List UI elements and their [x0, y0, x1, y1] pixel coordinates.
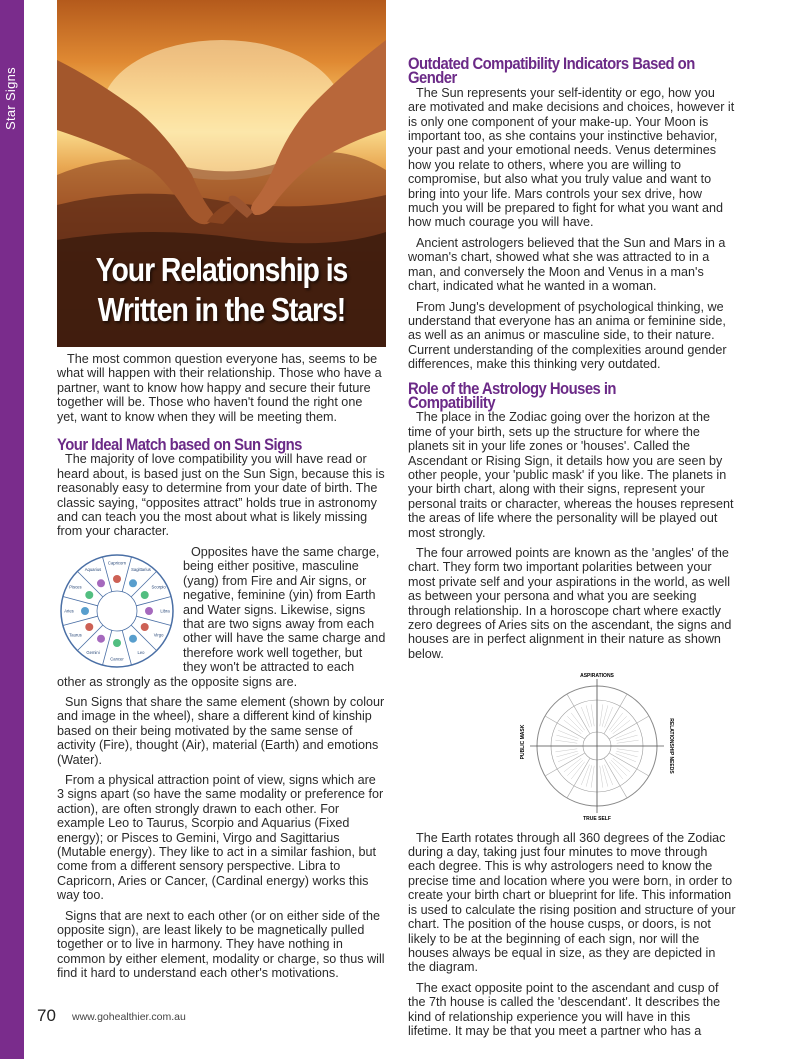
sun-signs-paragraph-5: Signs that are next to each other (or on either side of the opposite sign), are least likely to be magnetically pulled together or to live in harmony. They have nothing in common by either element, modality or charge, so thus will find it hard to understand each other's motivations.	[57, 908, 385, 981]
sun-signs-paragraph-1: The majority of love compatibility you will have read or heard about, is based just on the Sun Sign, because this is reasonably easy to determine from your date of birth. The classic saying, “opposites attract” holds true in astronomy and can teach you the most about what is likely missing from your character.	[57, 452, 385, 539]
zodiac-label-capricorn: Capricorn	[107, 560, 127, 566]
zodiac-element-icon	[97, 635, 105, 643]
houses-paragraph-2: The four arrowed points are known as the 'angles' of the chart. They form two important polarities between your most private self and your aspirations in the world, as well as between your persona and what you are seeking through relationship. In a horoscope chart where exactly zero degrees of Aries sits on the ascendant, the signs and houses are in perfect alignment in their nature as shown below.	[408, 546, 732, 661]
page-number: 70	[37, 1006, 56, 1025]
zodiac-element-icon	[113, 639, 121, 647]
zodiac-label-aquarius: Aquarius	[84, 566, 102, 572]
gender-paragraph-3: From Jung's development of psychological thinking, we understand that everyone has an anima or feminine side, as well as an animus or masculine side, to their nature. Current understanding of the complexities around gender differences, make this thinking very outdated.	[408, 299, 727, 372]
diagram-label-top: ASPIRATIONS	[580, 673, 614, 680]
hero-title	[80, 250, 363, 330]
zodiac-wheel	[59, 553, 175, 669]
sun-signs-paragraph-4: From a physical attraction point of view, signs which are 3 signs apart (so have the same modality or preference for action), are often strongly drawn to each other. For example Leo to Taurus, Scorpio and Aquarius (Fixed energy); or Pisces to Gemini, Virgo and Sagittarius (Mutable energy). They like to act in a similar fashion, but come from a different sensory perspective. Libra to Capricorn, Aries or Cancer, (Cardinal energy) works this way too.	[57, 772, 384, 903]
left-column	[57, 352, 386, 987]
zodiac-element-icon	[85, 623, 93, 631]
diagram-label-left: PUBLIC MASK	[520, 724, 526, 760]
zodiac-label-virgo: Virgo	[153, 632, 164, 638]
diagram-label-bottom: TRUE SELF	[583, 816, 611, 822]
zodiac-element-icon	[85, 591, 93, 599]
zodiac-label-taurus: Taurus	[69, 632, 82, 638]
sun-signs-heading: Your Ideal Match based on Sun Signs	[57, 436, 302, 455]
houses-paragraph-1: The place in the Zodiac going over the horizon at the time of your birth, sets up the structure for where the planets sit in your life zones or 'houses'. Called the Ascendant or Rising Sign, it details how you are seen by other people, your 'public mask' if you like. The planets in your birth chart, along with their signs, represent your personal traits or character, whereas the houses represent the areas of life where the personality will be played out most strongly.	[408, 410, 734, 540]
intro-paragraph: The most common question everyone has, seems to be what will happen with their relationship. Those who have a partner, want to know how happy and secure their future together will be. Those who haven't found the right one yet, want to know when they will be meeting them.	[57, 352, 382, 424]
hero-title-line-2: Written in the Stars!	[97, 291, 346, 328]
zodiac-element-icon	[145, 607, 153, 615]
houses-paragraph-3: The Earth rotates through all 360 degrees of the Zodiac during a day, taking just four minutes to move through each degree. This is why astrologers need to know the precise time and location where you were born, in order to create your birth chart or blueprint for life. This information is used to calculate the rising position and structure of your chart. The position of the house cusps, or doors, is not likely to be at the beginning of each sign, nor will the houses always be equal in size, as they are depicted in the diagram.	[408, 830, 736, 975]
diagram-label-right: RELATIONSHIP NEEDS	[668, 718, 674, 774]
zodiac-element-icon	[97, 579, 105, 587]
houses-heading: Role of the Astrology Houses in Compatibility	[408, 379, 616, 412]
section-sidebar	[0, 0, 24, 1059]
hero-title-line-1: Your Relationship is	[95, 251, 348, 288]
zodiac-label-sagittarius: Sagittarius	[131, 566, 151, 572]
zodiac-label-gemini: Gemini	[86, 649, 100, 655]
gender-paragraph-1: The Sun represents your self-identity or ego, how you are motivated and make decisions and choices, however it is only one component of your make-up. Your Moon is important too, as she contains your instinctive behavior, your past and your emotional needs. Venus determines how you relate to others, where you are willing to compromise, but also what you truly value and want to bring into your life. Mars controls your sex drive, how much you will be prepared to fight for what you want and how much courage you will have.	[408, 85, 735, 230]
zodiac-element-icon	[141, 623, 149, 631]
section-label: Star Signs	[3, 67, 18, 130]
houses-paragraph-4: The exact opposite point to the ascendant and cusp of the 7th house is called the 'descendant'. It describes the kind of relationship experience you will have in this lifetime. It may be that you meet a partner who has a	[408, 980, 721, 1038]
zodiac-label-leo: Leo	[137, 649, 145, 655]
hero-image	[57, 0, 386, 347]
gender-heading: Outdated Compatibility Indicators Based on Gender	[408, 55, 695, 88]
zodiac-element-icon	[129, 635, 137, 643]
zodiac-element-icon	[141, 591, 149, 599]
zodiac-label-cancer: Cancer	[110, 656, 124, 662]
zodiac-label-scorpio: Scorpio	[151, 584, 166, 590]
zodiac-label-libra: Libra	[160, 608, 170, 614]
zodiac-element-icon	[81, 607, 89, 615]
sun-signs-paragraph-2: Opposites have the same charge, being either positive, masculine (yang) from Fire and Air signs, or negative, feminine (yin) from Earth and Water signs. Likewise, signs that are two signs away from each other will have the same charge and therefore work well together, but they won't be attracted to each other as strongly as the opposite signs are.	[57, 544, 386, 689]
footer-url: www.gohealthier.com.au	[72, 1011, 186, 1023]
zodiac-label-pisces: Pisces	[69, 584, 82, 590]
gender-paragraph-2: Ancient astrologers believed that the Sun and Mars in a woman's chart, showed what she was attracted to in a man, and conversely the Moon and Venus in a man's chart, indicated what he wanted in a woman.	[408, 235, 726, 294]
zodiac-label-aries: Aries	[64, 608, 74, 614]
zodiac-element-icon	[129, 579, 137, 587]
right-column	[408, 57, 736, 1044]
zodiac-element-icon	[113, 575, 121, 583]
houses-diagram	[472, 671, 722, 821]
sun-signs-paragraph-3: Sun Signs that share the same element (shown by colour and image in the wheel), share a different kind of kinship based on their being motivated by the same sense of activity (Fire), thought (Air), material (Earth) and emotions (Water).	[57, 694, 385, 767]
